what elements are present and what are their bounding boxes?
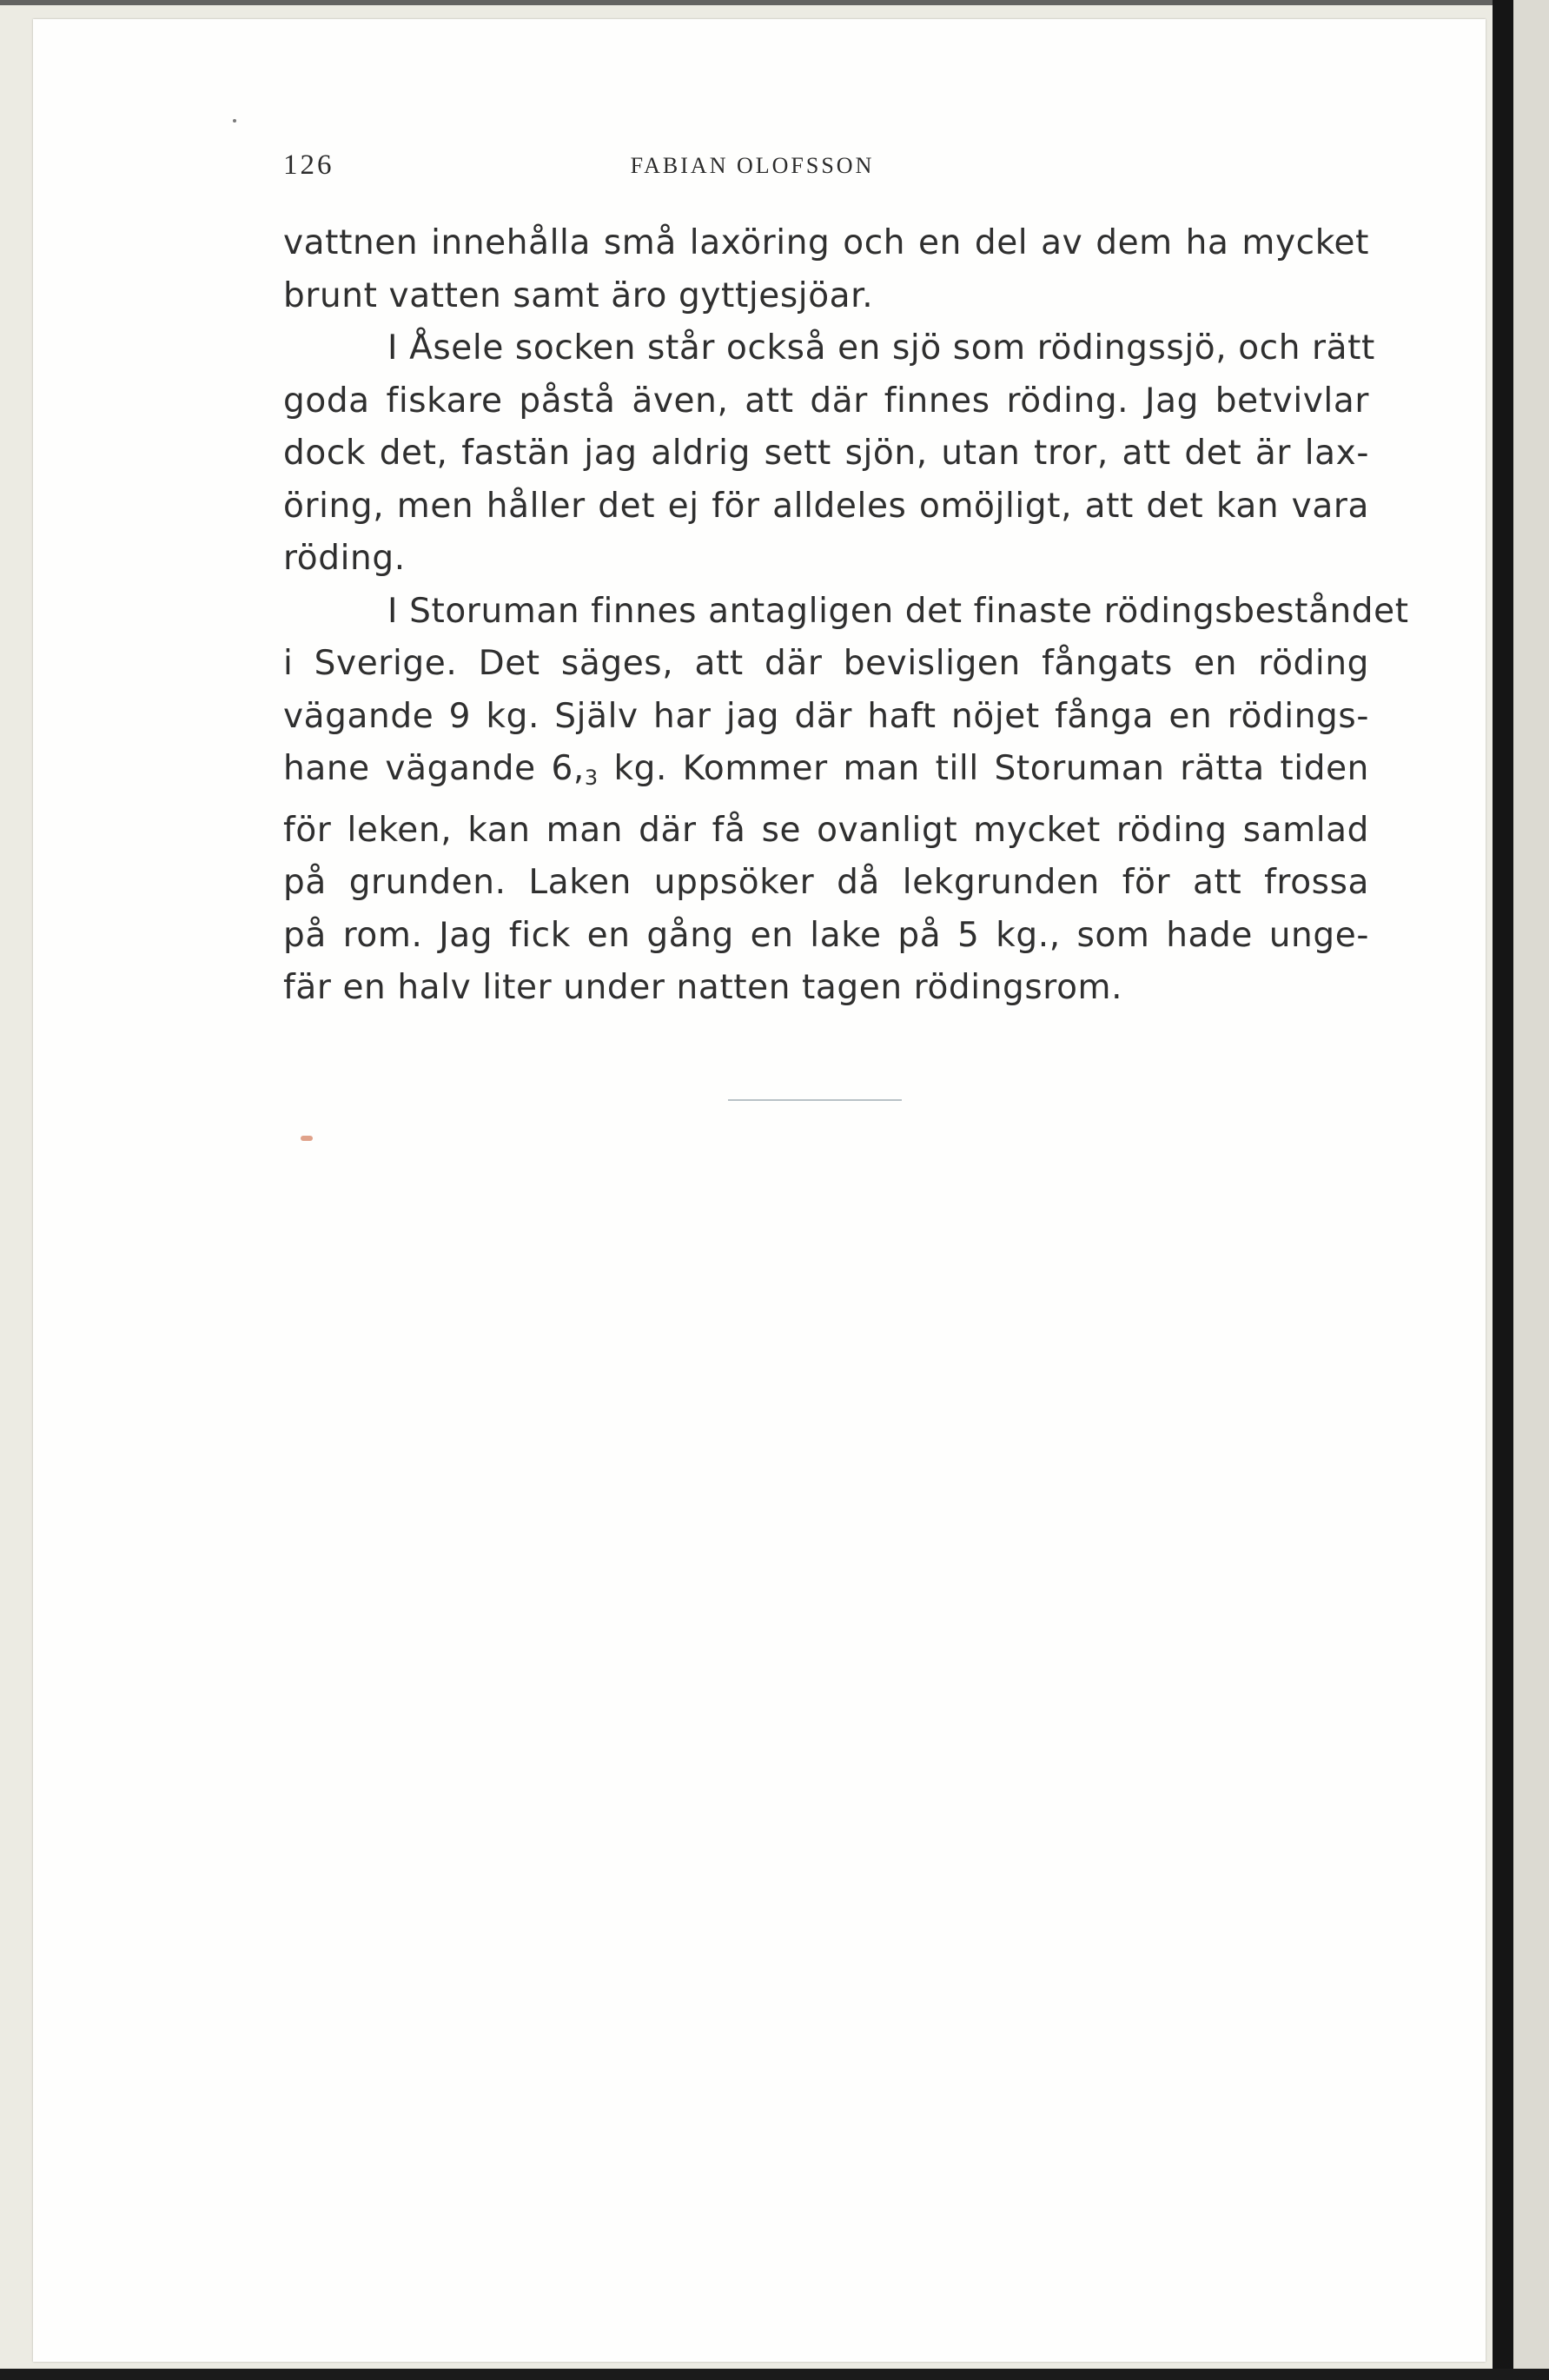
text-line: röding.: [283, 539, 406, 578]
text-line: dock det, fastän jag aldrig sett sjön, utan tror, att det är lax-: [283, 434, 1369, 473]
paragraph-3: [283, 586, 1409, 1015]
page-number: 126: [283, 149, 334, 181]
text-line: vägande 9 kg. Själv har jag där haft nöjet fånga en rödings-: [283, 696, 1369, 736]
text-line: vattnen innehålla små laxöring och en del av dem ha mycket: [283, 223, 1369, 262]
text-line: på grunden. Laken uppsöker då lekgrunden för att frossa: [283, 863, 1369, 902]
paragraph-1: [283, 217, 1369, 322]
paragraph-2: [283, 322, 1375, 586]
body-text: [283, 217, 1409, 1015]
text-line: goda fiskare påstå även, att där finnes röding. Jag betvivlar: [283, 381, 1369, 421]
text-fragment: hane vägande 6,: [283, 749, 585, 788]
ink-speck: [301, 1136, 313, 1141]
scan-right-border: [1493, 0, 1513, 2380]
text-line: i Sverige. Det säges, att där bevisligen fångats en röding: [283, 644, 1369, 683]
text-line: för leken, kan man där få se ovanligt mycket röding samlad: [283, 810, 1369, 850]
scan-speck: [233, 119, 236, 123]
text-fragment: kg. Kommer man till Storuman rätta tiden: [598, 749, 1369, 788]
text-line: öring, men håller det ej för alldeles omöjligt, att det kan vara: [283, 486, 1369, 526]
text-line-with-subscript: [283, 743, 1369, 805]
section-divider: [728, 1099, 902, 1101]
running-head: [283, 149, 1378, 184]
subscript-digit: 3: [584, 766, 599, 790]
text-line: fär en halv liter under natten tagen rödingsrom.: [283, 968, 1123, 1007]
text-line: I Storuman finnes antagligen det finaste rödingsbeståndet: [387, 591, 1409, 631]
book-page: [33, 19, 1486, 2362]
scan-top-edge: [0, 0, 1493, 5]
text-line: I Åsele socken står också en sjö som rödingssjö, och rätt: [387, 328, 1375, 368]
text-line: på rom. Jag fick en gång en lake på 5 kg., som hade unge-: [283, 915, 1369, 955]
text-line: brunt vatten samt äro gyttjesjöar.: [283, 275, 874, 315]
scan-right-margin: [1513, 0, 1549, 2380]
running-title: FABIAN OLOFSSON: [630, 153, 875, 178]
scan-bottom-border: [0, 2369, 1549, 2380]
